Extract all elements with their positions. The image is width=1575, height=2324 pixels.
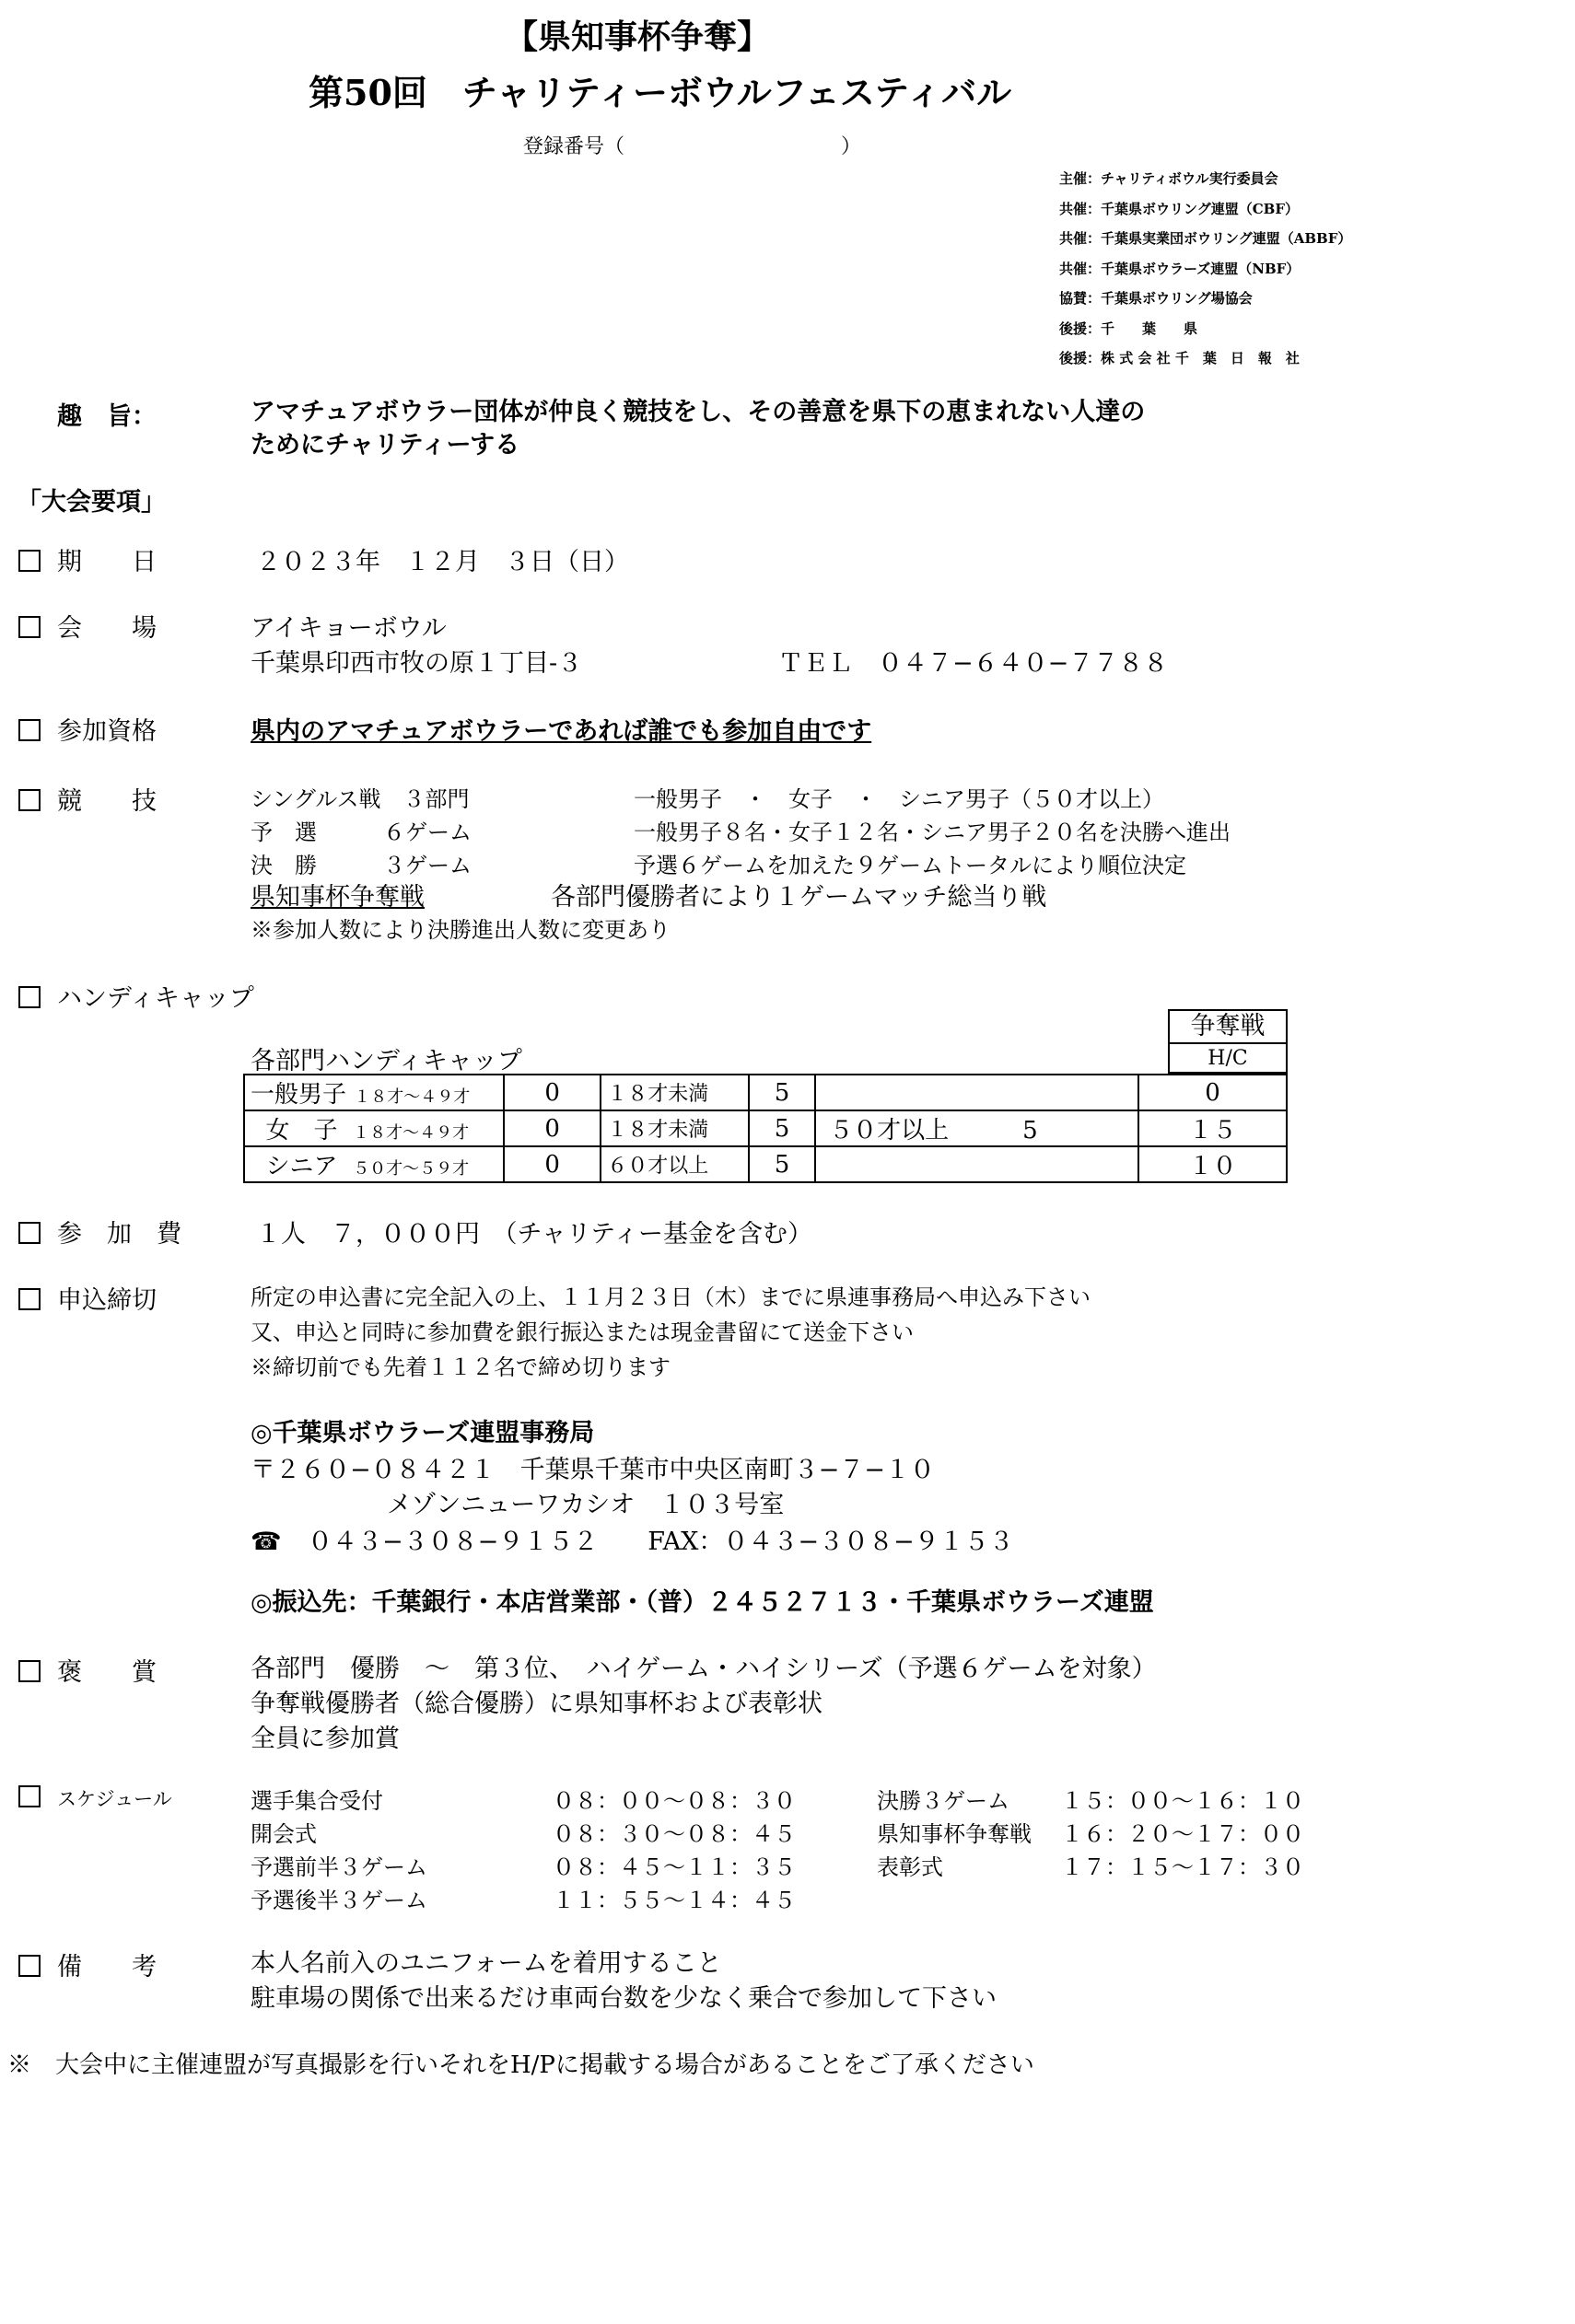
hc-cell-age2 bbox=[601, 1146, 749, 1182]
venue-tel: ＴＥＬ ０４７−６４０−７７８８ bbox=[778, 649, 1169, 678]
schedule-time: ０８：４５～１１：３５ bbox=[553, 1854, 796, 1880]
schedule-item: 開会式 bbox=[251, 1821, 317, 1847]
office-address: 〒２６０−０８４２１ 千葉県千葉市中央区南町３−７−１０ bbox=[251, 1456, 935, 1484]
schedule-item: 予選後半３ゲーム bbox=[251, 1888, 427, 1913]
hc-category: 女 子 bbox=[265, 1117, 338, 1145]
hc-cell-value: 0 bbox=[504, 1146, 601, 1182]
remarks-line: 駐車場の関係で出来るだけ車両台数を少なく乗合で参加して下さい bbox=[251, 1984, 997, 2013]
deadline-line: 又、申込と同時に参加費を銀行振込または現金書留にて送金下さい bbox=[251, 1319, 914, 1345]
office-phone: ０４３−３０８−９１５２ FAX：０４３−３０８−９１５３ bbox=[308, 1528, 1014, 1556]
organizer-line: 後援：株 式 会 社 千 葉 日 報 社 bbox=[1059, 350, 1300, 366]
fee-value: １人 ７，０００円 （チャリティー基金を含む） bbox=[256, 1220, 812, 1249]
schedule-time: ０８：３０～０８：４５ bbox=[553, 1821, 796, 1847]
organizer-line: 共催：千葉県ボウラーズ連盟（NBF） bbox=[1059, 260, 1301, 277]
bracket-title: 【県知事杯争奪】 bbox=[505, 17, 771, 56]
hc-cell-hc: １０ bbox=[1138, 1146, 1287, 1182]
organizer-line: 共催：千葉県実業団ボウリング連盟（ABBF） bbox=[1059, 230, 1352, 247]
purpose-label: 趣 旨： bbox=[57, 402, 157, 431]
hc-cell-category bbox=[244, 1146, 504, 1182]
eligibility-label: 参加資格 bbox=[57, 717, 157, 746]
cup-label: 県知事杯争奪戦 bbox=[251, 883, 425, 912]
deadline-line: 所定の申込書に完全記入の上、１１月２３日（木）までに県連事務局へ申込み下さい bbox=[251, 1284, 1091, 1310]
organizer-line: 後援：千 葉 県 bbox=[1059, 320, 1198, 337]
table-row bbox=[244, 1146, 1287, 1182]
competition-row-a: シングルス戦 ３部門 bbox=[251, 786, 470, 812]
hc-cell-value2: 5 bbox=[749, 1146, 815, 1182]
organizer-list bbox=[1059, 164, 1351, 374]
awards-line: 争奪戦優勝者（総合優勝）に県知事杯および表彰状 bbox=[251, 1690, 822, 1718]
awards-line: 各部門 優勝 ～ 第３位、 ハイゲーム・ハイシリーズ（予選６ゲームを対象） bbox=[251, 1655, 1157, 1683]
hc-age3: ５０才以上 bbox=[829, 1117, 950, 1145]
hc-cell-value2: 5 bbox=[749, 1075, 815, 1110]
fee-label: 参 加 費 bbox=[57, 1220, 181, 1249]
venue-name: アイキョーボウル bbox=[251, 614, 447, 643]
deadline-section-label bbox=[18, 1280, 157, 1316]
handicap-label: ハンディキャップ bbox=[57, 984, 254, 1013]
table-row bbox=[244, 1110, 1287, 1146]
hc-cell-age2 bbox=[601, 1110, 749, 1146]
schedule-time: １１：５５～１４：４５ bbox=[553, 1888, 796, 1913]
hc-cell-age3 bbox=[815, 1110, 1138, 1146]
cup-description: 各部門優勝者により１ゲームマッチ総当り戦 bbox=[551, 883, 1047, 912]
competition-row-a: 決 勝 ３ゲーム bbox=[251, 853, 472, 878]
handicap-section-label bbox=[18, 978, 254, 1014]
hc-value3: 5 bbox=[1022, 1117, 1038, 1145]
outline-heading: 「大会要項」 bbox=[17, 488, 166, 517]
checkbox-icon bbox=[18, 616, 41, 638]
handicap-caption: 各部門ハンディキャップ bbox=[251, 1047, 522, 1075]
checkbox-icon bbox=[18, 1222, 41, 1244]
schedule-time: ０８：００～０８：３０ bbox=[553, 1788, 796, 1814]
competition-note: ※参加人数により決勝進出人数に変更あり bbox=[251, 917, 671, 943]
bank-info: ◎振込先：千葉銀行・本店営業部・（普）２４５２７１３・千葉県ボウラーズ連盟 bbox=[251, 1588, 1154, 1617]
venue-section-label bbox=[18, 608, 157, 644]
page-title: 第50回 チャリティーボウルフェスティバル bbox=[309, 72, 1012, 113]
competition-row-b: 一般男子８名・女子１２名・シニア男子２０名を決勝へ進出 bbox=[634, 819, 1231, 845]
hc-age: １８才～４９才 bbox=[354, 1087, 471, 1107]
hc-cell-value: 0 bbox=[504, 1110, 601, 1146]
schedule-time: １７：１５～１７：３０ bbox=[1061, 1854, 1304, 1880]
handicap-table bbox=[243, 1074, 1288, 1183]
remarks-line: 本人名前入のユニフォームを着用すること bbox=[251, 1949, 722, 1978]
hc-age: １８才～４９才 bbox=[353, 1123, 470, 1143]
schedule-time: １６：２０～１７：００ bbox=[1061, 1821, 1304, 1847]
schedule-item: 県知事杯争奪戦 bbox=[877, 1821, 1032, 1847]
date-value: ２０２３年 １２月 ３日（日） bbox=[256, 548, 629, 576]
hc-cell-hc: 0 bbox=[1138, 1075, 1287, 1110]
venue-label: 会 場 bbox=[57, 614, 157, 643]
checkbox-icon bbox=[18, 986, 41, 1008]
competition-row-b: 一般男子 ・ 女子 ・ シニア男子（５０才以上） bbox=[634, 786, 1164, 812]
eligibility-section-label bbox=[18, 711, 157, 747]
office-title: ◎千葉県ボウラーズ連盟事務局 bbox=[251, 1419, 595, 1447]
purpose-text bbox=[251, 396, 1145, 462]
deadline-line: ※締切前でも先着１１２名で締め切ります bbox=[251, 1354, 671, 1380]
deadline-label: 申込締切 bbox=[57, 1286, 157, 1315]
awards-text bbox=[251, 1652, 1157, 1757]
registration-close: ） bbox=[841, 135, 862, 158]
checkbox-icon bbox=[18, 550, 41, 572]
hc-header-box bbox=[1168, 1009, 1288, 1074]
competition-row-b: 予選６ゲームを加えた９ゲームトータルにより順位決定 bbox=[634, 853, 1186, 878]
checkbox-icon bbox=[18, 1955, 41, 1977]
hc-age2: ６０才以上 bbox=[607, 1155, 709, 1178]
hc-cell-age2 bbox=[601, 1075, 749, 1110]
hc-header-top: 争奪戦 bbox=[1170, 1011, 1286, 1044]
checkbox-icon bbox=[18, 1288, 41, 1310]
hc-cell-hc: １５ bbox=[1138, 1110, 1287, 1146]
hc-cell-category bbox=[244, 1075, 504, 1110]
schedule-label: スケジュール bbox=[57, 1788, 172, 1810]
awards-line: 全員に参加賞 bbox=[251, 1725, 400, 1753]
date-label: 期 日 bbox=[57, 548, 157, 576]
hc-cell-category bbox=[244, 1110, 504, 1146]
table-row bbox=[244, 1075, 1287, 1110]
eligibility-value: 県内のアマチュアボウラーであれば誰でも参加自由です bbox=[251, 717, 872, 746]
checkbox-icon bbox=[18, 789, 41, 811]
hc-age: ５０才～５９才 bbox=[353, 1159, 470, 1179]
venue-address: 千葉県印西市牧の原１丁目-３ bbox=[251, 649, 583, 678]
awards-label: 褒 賞 bbox=[57, 1658, 157, 1687]
schedule-item: 表彰式 bbox=[877, 1854, 943, 1880]
hc-category: 一般男子 bbox=[251, 1081, 347, 1109]
purpose-line: アマチュアボウラー団体が仲良く競技をし、その善意を県下の恵まれない人達の bbox=[251, 398, 1146, 426]
registration-number bbox=[523, 131, 861, 159]
phone-icon: ☎ bbox=[251, 1528, 282, 1556]
competition-row-a: 予 選 ６ゲーム bbox=[251, 819, 472, 845]
hc-header-bottom: H/C bbox=[1208, 1047, 1248, 1070]
schedule-item: 予選前半３ゲーム bbox=[251, 1854, 427, 1880]
competition-section-label bbox=[18, 781, 157, 817]
office-phone-row bbox=[251, 1521, 1014, 1557]
purpose-line: ためにチャリティーする bbox=[251, 431, 520, 459]
remarks-section-label bbox=[18, 1946, 157, 1982]
checkbox-icon bbox=[18, 1785, 41, 1807]
organizer-line: 協賛：千葉県ボウリング場協会 bbox=[1059, 290, 1253, 307]
hc-cell-value2: 5 bbox=[749, 1110, 815, 1146]
hc-cell-value: 0 bbox=[504, 1075, 601, 1110]
checkbox-icon bbox=[18, 719, 41, 741]
remarks-label: 備 考 bbox=[57, 1953, 157, 1981]
remarks-text bbox=[251, 1946, 997, 2016]
awards-section-label bbox=[18, 1652, 157, 1688]
hc-cell-age3 bbox=[815, 1075, 1138, 1110]
hc-cell-age3 bbox=[815, 1146, 1138, 1182]
deadline-text bbox=[251, 1280, 1091, 1385]
date-section-label bbox=[18, 541, 157, 577]
schedule-section-label bbox=[18, 1784, 172, 1812]
hc-age2: １８才未満 bbox=[607, 1083, 709, 1106]
checkbox-icon bbox=[18, 1660, 41, 1682]
schedule-item: 決勝３ゲーム bbox=[877, 1788, 1009, 1814]
office-building: メゾンニューワカシオ １０３号室 bbox=[387, 1491, 785, 1519]
hc-category: シニア bbox=[265, 1153, 338, 1180]
schedule-time: １５：００～１６：１０ bbox=[1061, 1788, 1304, 1814]
schedule-item: 選手集合受付 bbox=[251, 1788, 383, 1814]
footer-note: ※ 大会中に主催連盟が写真撮影を行いそれをH/Pに掲載する場合があることをご了承ください bbox=[7, 2051, 1034, 2079]
organizer-line: 主催：チャリティボウル実行委員会 bbox=[1059, 170, 1278, 187]
fee-section-label bbox=[18, 1214, 181, 1249]
hc-age2: １８才未満 bbox=[607, 1119, 709, 1142]
registration-label: 登録番号（ bbox=[523, 135, 625, 158]
organizer-line: 共催：千葉県ボウリング連盟（CBF） bbox=[1059, 200, 1299, 217]
competition-label: 競 技 bbox=[57, 787, 157, 816]
